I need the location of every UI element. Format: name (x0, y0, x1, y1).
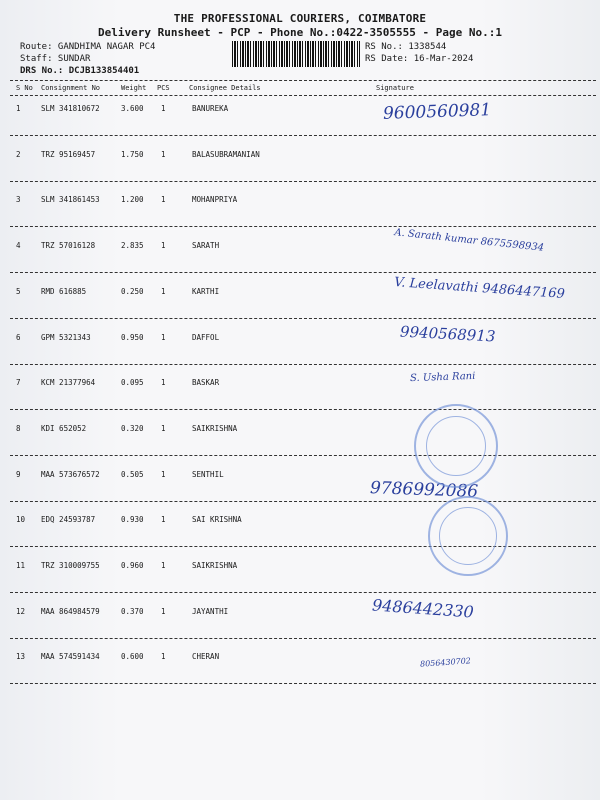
row-consignment-no: MAA 574591434 (41, 652, 100, 662)
header-divider-bottom (10, 95, 596, 96)
row-consignee: SAIKRISHNA (192, 423, 238, 433)
row-weight: 0.950 (121, 332, 144, 342)
row-signature: 9940568913 (399, 322, 496, 345)
row-weight: 0.505 (121, 469, 144, 479)
row-divider (10, 181, 596, 182)
row-consignment-no: RMD 616885 (41, 286, 87, 296)
row-consignee: SENTHIL (192, 469, 224, 479)
barcode (232, 41, 360, 67)
row-pcs: 1 (161, 378, 166, 388)
row-pcs: 1 (161, 104, 166, 113)
row-divider (10, 272, 596, 273)
row-pcs: 1 (161, 652, 166, 662)
row-consignment-no: TRZ 95169457 (41, 149, 96, 159)
row-weight: 0.320 (121, 423, 144, 433)
row-weight: 3.600 (121, 104, 144, 113)
row-consignee: MOHANPRIYA (192, 195, 238, 205)
runsheet-subtitle: Delivery Runsheet - PCP - Phone No.:0422-3505555 - Page No.:1 (98, 26, 502, 39)
row-pcs: 1 (161, 286, 166, 296)
row-divider (10, 683, 596, 684)
row-sno: 9 (16, 469, 21, 479)
row-sno: 8 (16, 423, 21, 433)
row-sno: 13 (16, 652, 26, 662)
row-sno: 5 (16, 286, 21, 296)
row-consignee: CHERAN (192, 652, 220, 662)
row-divider (10, 638, 596, 639)
company-stamp (414, 404, 498, 488)
col-pcs-header: PCS (157, 84, 170, 92)
row-consignment-no: KCM 21377964 (41, 378, 96, 388)
row-divider (10, 455, 596, 456)
row-consignee: BALASUBRAMANIAN (192, 149, 260, 159)
row-signature: A. Sarath kumar 8675598934 (393, 227, 545, 254)
row-divider (10, 318, 596, 319)
col-signature-header: Signature (376, 84, 414, 92)
row-consignment-no: KDI 652052 (41, 423, 87, 433)
company-stamp (428, 496, 508, 576)
row-consignment-no: TRZ 57016128 (41, 241, 96, 251)
row-weight: 0.250 (121, 286, 144, 296)
row-consignment-no: EDQ 24593787 (41, 515, 96, 525)
row-pcs: 1 (161, 241, 166, 251)
row-signature: 9486442330 (371, 595, 475, 622)
row-divider (10, 592, 596, 593)
row-sno: 7 (16, 378, 21, 388)
row-weight: 0.930 (121, 515, 144, 525)
row-consignment-no: SLM 341861453 (41, 195, 100, 205)
col-sno-header: S No (16, 84, 33, 92)
row-consignee: KARTHI (192, 286, 220, 296)
staff-label: Staff: SUNDAR (20, 54, 91, 64)
row-consignment-no: TRZ 310009755 (41, 561, 100, 570)
row-sno: 6 (16, 332, 21, 342)
row-pcs: 1 (161, 515, 166, 525)
row-sno: 1 (16, 104, 21, 113)
col-consignment-header: Consignment No (41, 84, 101, 92)
header-divider-top (10, 80, 596, 81)
col-weight-header: Weight (121, 84, 147, 92)
rs-date: RS Date: 16-Mar-2024 (365, 54, 474, 64)
row-signature: V. Leelavathi 9486447169 (393, 274, 566, 302)
row-pcs: 1 (161, 195, 166, 205)
row-divider (10, 135, 596, 136)
row-weight: 1.200 (121, 195, 144, 205)
row-consignee: BANUREKA (192, 104, 229, 113)
row-divider (10, 501, 596, 502)
col-consignee-header: Consignee Details (189, 84, 261, 92)
row-sno: 10 (16, 515, 26, 525)
row-consignment-no: MAA 573676572 (41, 469, 100, 479)
row-signature: 9786992086 (369, 477, 479, 502)
row-sno: 2 (16, 149, 21, 159)
row-pcs: 1 (161, 332, 166, 342)
row-pcs: 1 (161, 606, 166, 616)
row-consignee: SAIKRISHNA (192, 561, 238, 570)
row-consignee: SARATH (192, 241, 220, 251)
row-weight: 0.960 (121, 561, 144, 570)
row-pcs: 1 (161, 469, 166, 479)
drs-number: DRS No.: DCJB133854401 (20, 66, 140, 76)
row-consignee: JAYANTHI (192, 606, 229, 616)
row-pcs: 1 (161, 561, 166, 570)
row-pcs: 1 (161, 423, 166, 433)
row-divider (10, 546, 596, 547)
row-divider (10, 409, 596, 410)
row-divider (10, 364, 596, 365)
row-pcs: 1 (161, 149, 166, 159)
row-consignee: SAI KRISHNA (192, 515, 242, 525)
rs-number: RS No.: 1338544 (365, 42, 447, 52)
row-sno: 4 (16, 241, 21, 251)
row-consignment-no: GPM 5321343 (41, 332, 91, 342)
row-sno: 11 (16, 561, 26, 570)
row-weight: 1.750 (121, 149, 144, 159)
row-weight: 0.600 (121, 652, 144, 662)
row-sno: 3 (16, 195, 21, 205)
row-consignment-no: MAA 864984579 (41, 606, 100, 616)
row-consignment-no: SLM 341810672 (41, 104, 100, 113)
route-label: Route: GANDHIMA NAGAR PC4 (20, 42, 156, 52)
row-divider (10, 226, 596, 227)
row-signature: S. Usha Rani (409, 371, 476, 385)
row-sno: 12 (16, 606, 26, 616)
row-weight: 0.370 (121, 606, 144, 616)
row-weight: 2.835 (121, 241, 144, 251)
row-consignee: BASKAR (192, 378, 220, 388)
row-weight: 0.095 (121, 378, 144, 388)
company-title: THE PROFESSIONAL COURIERS, COIMBATORE (173, 12, 427, 25)
row-signature: 9600560981 (382, 100, 492, 124)
row-signature: 8056430702 (419, 656, 472, 670)
row-consignee: DAFFOL (192, 332, 220, 342)
